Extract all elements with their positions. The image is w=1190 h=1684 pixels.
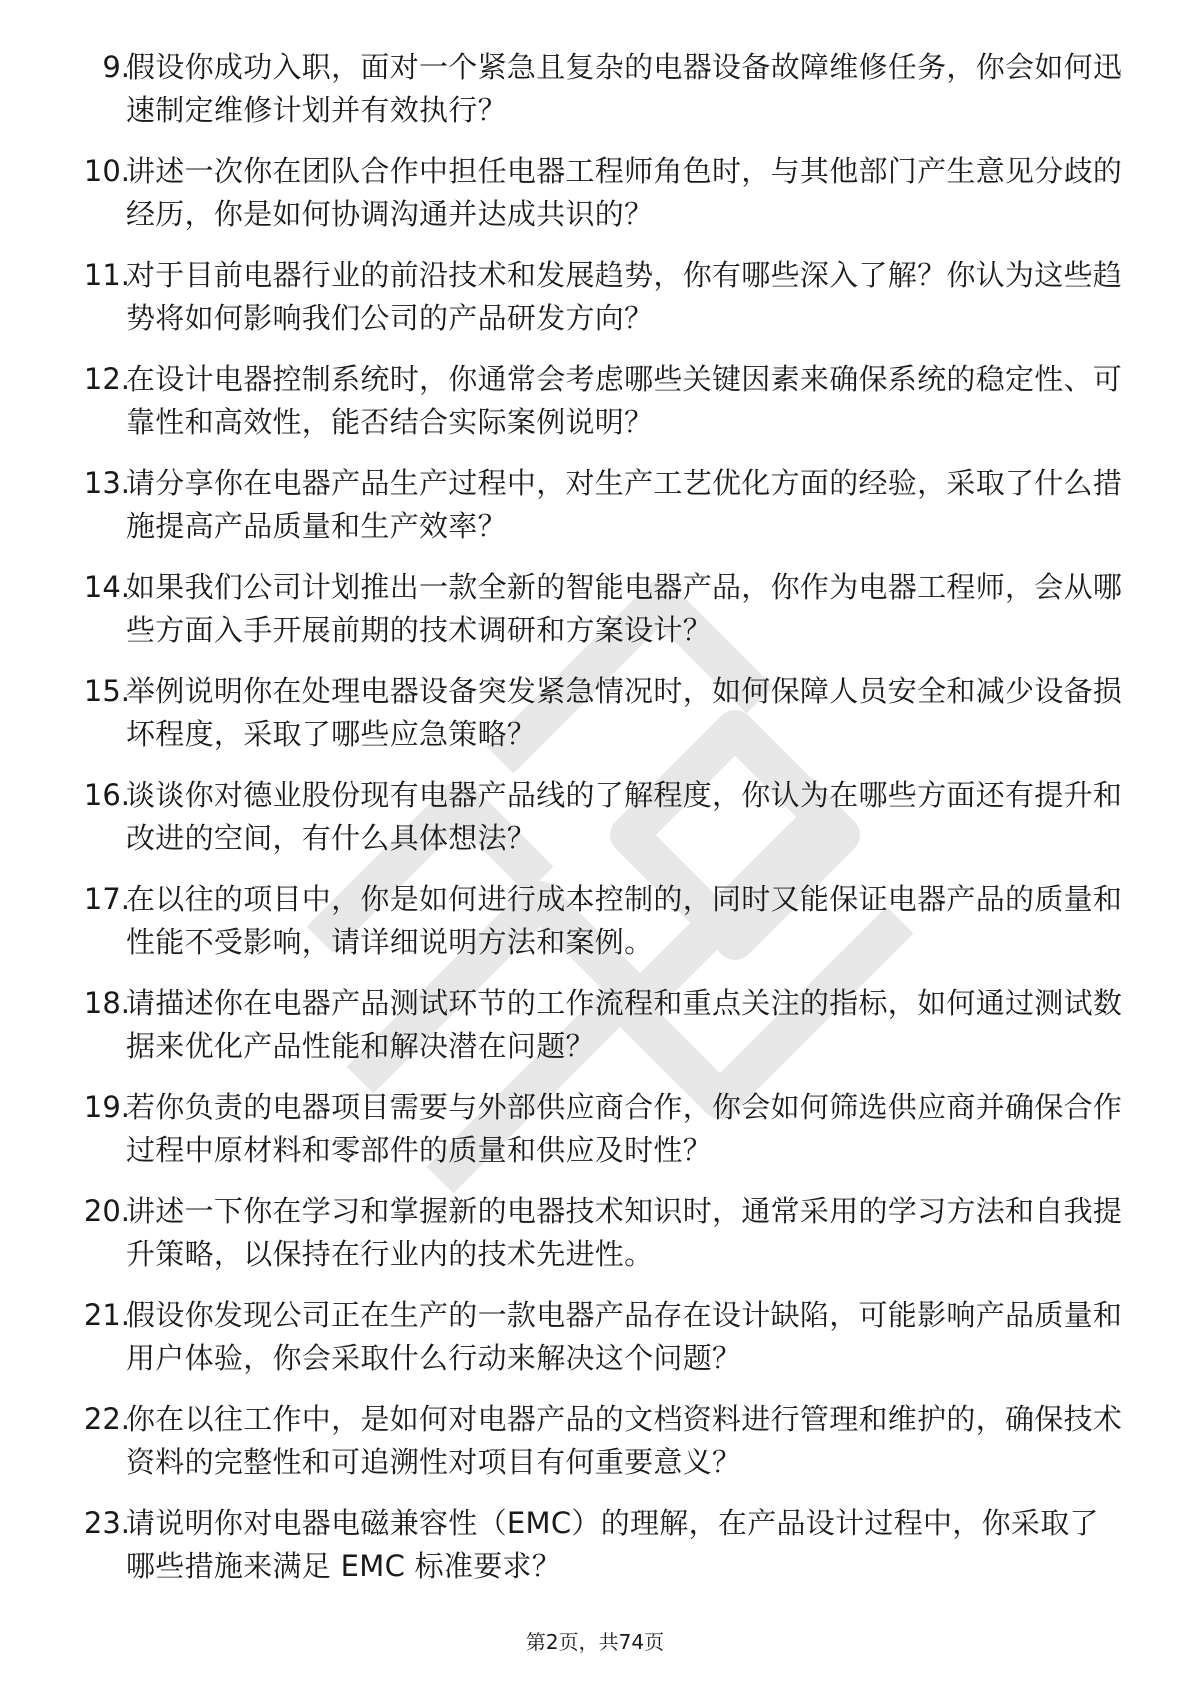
- question-text: 请描述你在电器产品测试环节的工作流程和重点关注的指标，如何通过测试数据来优化产品性能和解决潜在问题？: [126, 986, 1123, 1063]
- question-number: 19.: [83, 1090, 130, 1124]
- question-text: 讲述一次你在团队合作中担任电器工程师角色时，与其他部门产生意见分歧的经历，你是如何协调沟通并达成共识的？: [126, 154, 1123, 231]
- question-text: 在以往的项目中，你是如何进行成本控制的，同时又能保证电器产品的质量和性能不受影响，请详细说明方法和案例。: [126, 882, 1123, 959]
- list-item: [58, 1294, 1138, 1398]
- question-text: 举例说明你在处理电器设备突发紧急情况时，如何保障人员安全和减少设备损坏程度，采取了哪些应急策略？: [126, 674, 1123, 751]
- list-item: [58, 254, 1138, 358]
- question-text: 假设你成功入职，面对一个紧急且复杂的电器设备故障维修任务，你会如何迅速制定维修计划并有效执行？: [126, 50, 1123, 127]
- list-item: [58, 462, 1138, 566]
- question-number: 10.: [83, 154, 130, 188]
- page-footer: 第2页，共74页: [525, 1630, 665, 1654]
- question-number: 15.: [83, 674, 130, 708]
- list-item: [58, 566, 1138, 670]
- list-item: [58, 46, 1138, 150]
- list-item: [58, 358, 1138, 462]
- question-number: 21.: [83, 1298, 130, 1332]
- question-text: 请分享你在电器产品生产过程中，对生产工艺优化方面的经验，采取了什么措施提高产品质量和生产效率？: [126, 466, 1123, 543]
- list-item: [58, 1502, 1138, 1606]
- question-number: 12.: [83, 362, 130, 396]
- question-number: 14.: [83, 570, 130, 604]
- list-item: [58, 1190, 1138, 1294]
- question-text: 如果我们公司计划推出一款全新的智能电器产品，你作为电器工程师，会从哪些方面入手开展前期的技术调研和方案设计？: [126, 570, 1123, 647]
- list-item: [58, 150, 1138, 254]
- question-number: 23.: [83, 1506, 130, 1540]
- question-text: 在设计电器控制系统时，你通常会考虑哪些关键因素来确保系统的稳定性、可靠性和高效性，能否结合实际案例说明？: [126, 362, 1123, 439]
- question-text: 谈谈你对德业股份现有电器产品线的了解程度，你认为在哪些方面还有提升和改进的空间，有什么具体想法？: [126, 778, 1123, 855]
- question-list: [58, 46, 1138, 1606]
- question-text: 请说明你对电器电磁兼容性（EMC）的理解，在产品设计过程中，你采取了哪些措施来满足 EMC 标准要求？: [126, 1506, 1099, 1583]
- question-text: 对于目前电器行业的前沿技术和发展趋势，你有哪些深入了解？你认为这些趋势将如何影响我们公司的产品研发方向？: [126, 258, 1123, 335]
- question-text: 讲述一下你在学习和掌握新的电器技术知识时，通常采用的学习方法和自我提升策略，以保持在行业内的技术先进性。: [126, 1194, 1123, 1271]
- list-item: [58, 1398, 1138, 1502]
- question-text: 你在以往工作中，是如何对电器产品的文档资料进行管理和维护的，确保技术资料的完整性和可追溯性对项目有何重要意义？: [126, 1402, 1123, 1479]
- question-number: 17.: [83, 882, 130, 916]
- question-number: 22.: [83, 1402, 130, 1436]
- list-item: [58, 1086, 1138, 1190]
- question-text: 若你负责的电器项目需要与外部供应商合作，你会如何筛选供应商并确保合作过程中原材料和零部件的质量和供应及时性？: [126, 1090, 1123, 1167]
- question-text: 假设你发现公司正在生产的一款电器产品存在设计缺陷，可能影响产品质量和用户体验，你会采取什么行动来解决这个问题？: [126, 1298, 1123, 1375]
- list-item: [58, 878, 1138, 982]
- question-number: 20.: [83, 1194, 130, 1228]
- question-number: 13.: [83, 466, 130, 500]
- question-number: 9.: [102, 50, 130, 84]
- question-number: 11.: [83, 258, 130, 292]
- list-item: [58, 982, 1138, 1086]
- question-number: 16.: [83, 778, 130, 812]
- list-item: [58, 774, 1138, 878]
- question-number: 18.: [83, 986, 130, 1020]
- list-item: [58, 670, 1138, 774]
